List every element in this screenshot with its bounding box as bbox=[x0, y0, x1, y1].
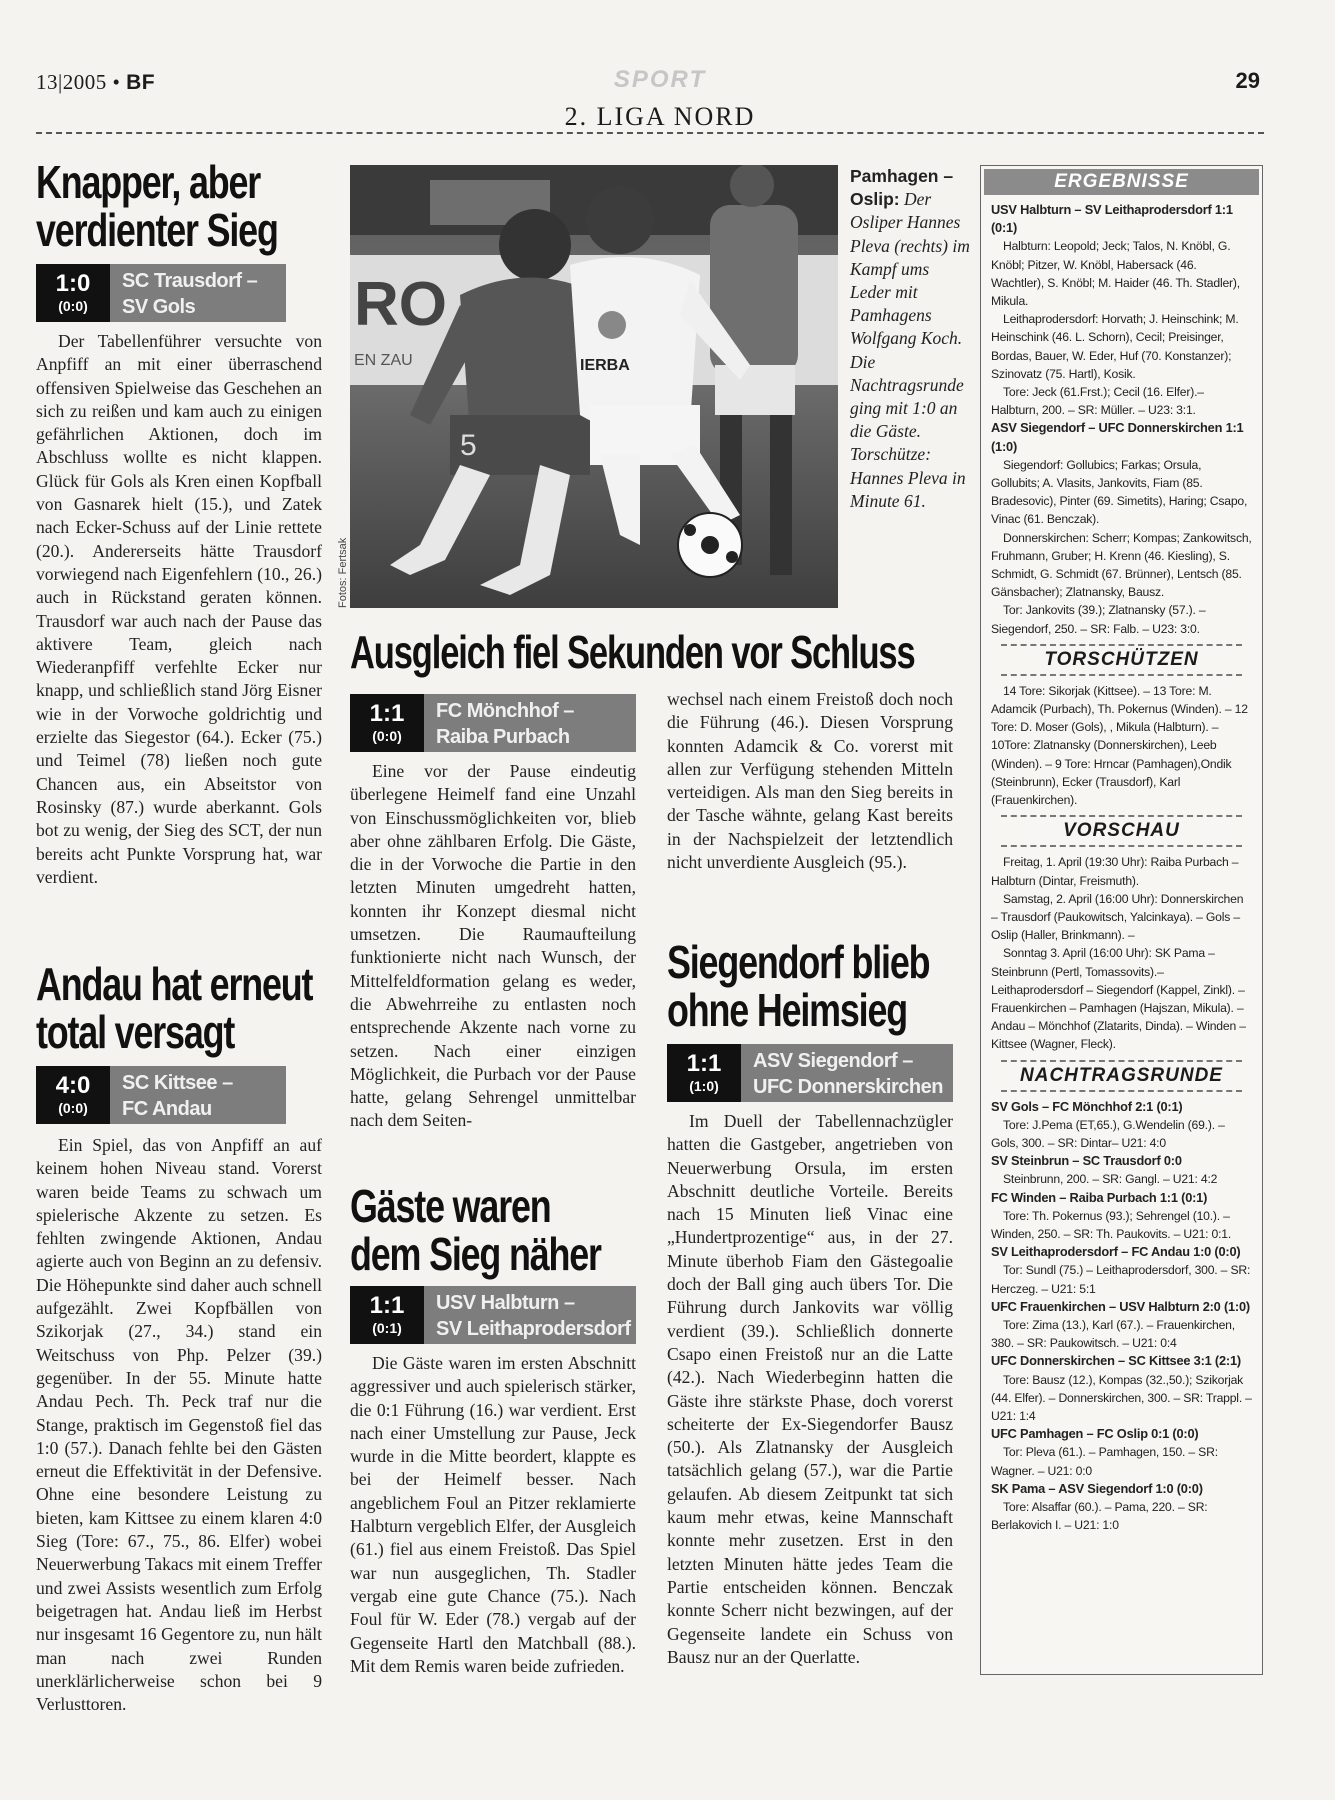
league-title: 2. LIGA NORD bbox=[564, 102, 756, 131]
result-block bbox=[981, 419, 1262, 637]
catchup-line: Tore: Alsaffar (60.). – Pama, 220. – SR: Berlakovich I. – U21: 1:0 bbox=[991, 1500, 1208, 1533]
halftime-score: (1:0) bbox=[689, 1078, 719, 1094]
result-match: ASV Siegendorf – UFC Donnerskirchen 1:1 (1:0) bbox=[991, 420, 1244, 454]
issue-number: 13|2005 bbox=[36, 70, 107, 94]
halftime-score: (0:0) bbox=[58, 1100, 88, 1116]
team-home: USV Halbturn – bbox=[436, 1292, 575, 1314]
team-away: Raiba Purbach bbox=[436, 726, 570, 748]
team-away: FC Andau bbox=[122, 1098, 212, 1120]
catchup-item bbox=[991, 1189, 1252, 1244]
halftime-score: (0:1) bbox=[372, 1320, 402, 1336]
catchup-match: SV Gols – FC Mönchhof 2:1 (0:1) bbox=[991, 1098, 1183, 1114]
headline-line: ohne Heimsieg bbox=[667, 984, 908, 1037]
header-divider bbox=[36, 132, 1264, 134]
article-2-headline bbox=[36, 960, 317, 1057]
article-2-body bbox=[36, 1134, 322, 1716]
score-box bbox=[350, 694, 424, 752]
score-box bbox=[350, 1286, 424, 1344]
catchup-item bbox=[991, 1298, 1252, 1353]
catchup-match: SV Steinbrun – SC Trausdorf 0:0 bbox=[991, 1153, 1182, 1169]
catchup-item bbox=[991, 1425, 1252, 1480]
result-line: Siegendorf: Gollubics; Farkas; Orsula, Gollubits; A. Vlasits, Jankovits, Fiam (85. Bradesovic), Pinter (69. Simetits), Haring; Csapo, Vinac (61. Benczak). bbox=[991, 457, 1248, 527]
article-5-scorebar bbox=[667, 1044, 953, 1102]
results-sidebar bbox=[980, 165, 1263, 1675]
catchup-line: Tore: Th. Pokernus (93.); Sehrengel (10.). – Winden, 250. – SR: Th. Paukovits. – U21: 0:1. bbox=[991, 1208, 1232, 1241]
headline-line: Siegendorf blieb bbox=[667, 936, 930, 988]
score-box bbox=[36, 264, 110, 322]
result-line: Tor: Jankovits (39.); Zlatnansky (57.). – Siegendorf, 250. – SR: Falb. – U23: 3:0. bbox=[991, 603, 1206, 636]
shirt-sponsor: IERBA bbox=[580, 357, 630, 374]
catchup-line: Tor: Sundl (75.) – Leithaprodersdorf, 300. – SR: Herczeg. – U21: 5:1 bbox=[991, 1263, 1251, 1296]
catchup-line: Steinbrunn, 200. – SR: Gangl. – U21: 4:2 bbox=[1003, 1172, 1218, 1187]
headline-line: verdienter Sieg bbox=[36, 204, 278, 257]
article-text: Die Gäste waren im ersten Abschnitt aggressiver und auch spielerisch stärker, die 0:1 Führung (16.) war verdient. Erst nach einer Umstellung zur Pause, Jeck wurde in die Mitte beordert, klappte es bei der Heimelf besser. Nach angeblichem Foul an Pitzer reklamierte Halbturn vergeblich Elfer, der Ausgleich (61.) fiel aus einem Freistoß. Das Spiel war nun ausgeglichen, Th. Stadler vergab eine gute Chance (75.). Nach Foul für W. Eder (78.) vergab auf der Gegenseite Hartl den Matchball (88.). Mit dem Remis waren beide zufrieden. bbox=[350, 1353, 636, 1676]
preview-line: Freitag, 1. April (19:30 Uhr): Raiba Purbach – Halbturn (Dintar, Freismuth). bbox=[991, 855, 1239, 888]
article-text: Eine vor der Pause eindeutig überlegene Heimelf fand eine Unzahl von Einschussmöglichkeiten vor, blieb aber ohne zählbaren Erfolg. Die Gäste, die in der Vorwoche die Partie in den letzten Minuten umgedreht hatten, konnten ihr Konzept diesmal nicht umsetzen. Die Raumaufteilung funktionierte nicht nach Wunsch, der Mittelfeldformation gelang es weder, die Abwehrreihe zu entlasten noch entsprechende Akzente nach vorne zu setzen. Nach einer einzigen Möglichkeit, die Purbach vor der Pause hatte, gelang Sehrengel unmittelbar nach dem Seiten- bbox=[350, 761, 636, 1131]
catchup-match: SV Leithaprodersdorf – FC Andau 1:0 (0:0) bbox=[991, 1244, 1241, 1260]
preview-title: VORSCHAU bbox=[1001, 815, 1242, 847]
teams-label bbox=[741, 1044, 953, 1102]
result-line: Donnerskirchen: Scherr; Kompas; Zankowitsch, Fruhmann, Gruber; H. Krenn (46. Kiesling), S. Schmidt, G. Schmidt (67. Brünner), Lentsch (85. Gänsbacher); Zlatnansky, Bausz. bbox=[991, 530, 1252, 600]
players-image bbox=[350, 165, 838, 608]
scorers-title: TORSCHÜTZEN bbox=[1001, 644, 1242, 676]
photo-credit: Fotos: Fertsak bbox=[337, 537, 349, 608]
catchup-item bbox=[991, 1243, 1252, 1298]
result-block bbox=[981, 201, 1262, 419]
headline-line: dem Sieg näher bbox=[350, 1228, 601, 1281]
final-score: 1:1 bbox=[369, 1292, 405, 1319]
scorers-text: 14 Tore: Sikorjak (Kittsee). – 13 Tore: M. Adamcik (Purbach), Th. Pokernus (Winden). – 12 Tore: D. Moser (Gols), , Mikula (Halbturn). – 10Tore: Zlatnansky (Donnerskirchen), Leeb (Winden). – 9 Tore: Hrncar (Pamhagen),Ondik (Steinbrunn), Ecker (Trausdorf), Karl (Frauenkirchen). bbox=[991, 683, 1248, 808]
catchup-line: Tore: J.Pema (ET,65.), G.Wendelin (69.). – Gols, 300. – SR: Dintar– U21: 4:0 bbox=[991, 1117, 1225, 1150]
score-box bbox=[36, 1066, 110, 1124]
team-away: SV Leithaprodersdorf bbox=[436, 1318, 631, 1340]
catchup-item bbox=[991, 1098, 1252, 1153]
caption-place: Pamhagen – Oslip: bbox=[850, 166, 954, 210]
catchup-match: UFC Frauenkirchen – USV Halbturn 2:0 (1:0) bbox=[991, 1298, 1250, 1314]
article-2-scorebar bbox=[36, 1066, 286, 1124]
headline-line: Andau hat erneut bbox=[36, 958, 313, 1010]
result-match: USV Halbturn – SV Leithaprodersdorf 1:1 (0:1) bbox=[991, 202, 1233, 236]
article-4-scorebar bbox=[350, 1286, 636, 1344]
article-text: Der Tabellenführer versuchte von Anpfiff an mit einer überraschend offensiven Spielweise das Geschehen an sich zu reißen und kam auch zu einigen gefährlichen Aktionen, doch im Abschluss wollte es nicht klappen. Glück für Gols als Kren einen Kopfball von Gasnarek hielt (15.), und Zatek nach Ecker-Schuss auf der Linie rettete (20.). Andererseits hätte Trausdorf vorwiegend nach Eigenfehlern (10., 26.) auch in Rückstand geraten können. Trausdorf war auch nach der Pause das aktivere Team, gleich nach Wiederanpfiff verfehlte Ecker nur knapp, und schließlich stand Jörg Eisner wie in der Vorwoche goldrichtig und erzielte das Siegestor (64.). Ecker (75.) und Teimel (78) ließen noch gute Chancen aus, ein Abseitstor von Rosinsky (87.) wurde aberkannt. Gols bot zu wenig, der Sieg des SCT, der nun bereits acht Punkte Vorsprung hat, war verdient. bbox=[36, 331, 322, 887]
results-title: ERGEBNISSE bbox=[984, 169, 1259, 195]
catchup-list bbox=[981, 1098, 1262, 1535]
preview-list bbox=[981, 853, 1262, 1053]
billboard-sign: RO bbox=[354, 270, 447, 339]
headline-line: Gäste waren bbox=[350, 1180, 551, 1232]
article-1-scorebar bbox=[36, 264, 286, 322]
catchup-item bbox=[991, 1352, 1252, 1425]
team-home: SC Trausdorf – bbox=[122, 270, 258, 292]
final-score: 1:0 bbox=[55, 270, 91, 297]
catchup-line: Tore: Bausz (12.), Kompas (32.,50.); Szikorjak (44. Elfer). – Donnerskirchen, 300. – SR: Trappl. – U21: 1:4 bbox=[991, 1372, 1252, 1423]
article-1-headline bbox=[36, 158, 293, 255]
catchup-line: Tor: Pleva (61.). – Pamhagen, 150. – SR: Wagner. – U21: 0:0 bbox=[991, 1445, 1218, 1478]
headline-line: Knapper, aber bbox=[36, 156, 261, 208]
scorers-list bbox=[981, 682, 1262, 809]
catchup-item bbox=[991, 1152, 1252, 1188]
billboard-small: EN ZAU bbox=[354, 352, 413, 369]
catchup-match: FC Winden – Raiba Purbach 1:1 (0:1) bbox=[991, 1189, 1208, 1205]
team-away: UFC Donnerskirchen bbox=[753, 1076, 943, 1098]
catchup-title: NACHTRAGSRUNDE bbox=[1001, 1060, 1242, 1092]
section-title: SPORT bbox=[613, 66, 707, 93]
halftime-score: (0:0) bbox=[58, 298, 88, 314]
article-5-headline bbox=[667, 938, 956, 1035]
result-line: Tore: Jeck (61.Frst.); Cecil (16. Elfer).– Halbturn, 200. – SR: Müller. – U23: 3:1. bbox=[991, 385, 1204, 418]
catchup-match: UFC Pamhagen – FC Oslip 0:1 (0:0) bbox=[991, 1426, 1199, 1442]
article-4-body bbox=[350, 1352, 636, 1678]
jersey-number: 5 bbox=[460, 429, 477, 462]
catchup-match: UFC Donnerskirchen – SC Kittsee 3:1 (2:1) bbox=[991, 1353, 1241, 1369]
headline-line: total versagt bbox=[36, 1006, 235, 1059]
halftime-score: (0:0) bbox=[372, 728, 402, 744]
score-box bbox=[667, 1044, 741, 1102]
article-text: Im Duell der Tabellennachzügler hatten die Gastgeber, angetrieben von Neuerwerbung Orsula, im ersten Abschnitt deutliche Vorteile. Bereits nach 15 Minuten ließ Vinac eine „Hundertprozentige“ aus, in der 27. Minute überhob Fiam den Gästegoalie doch der Ball ging auch übers Tor. Die Führung durch Jankovits war völlig verdient (39.). Schließlich donnerte Csapo einen Freistoß nur an die Latte (42.). Nach Wiederbeginn hatten die Gäste ihre stärkste Phase, doch vorerst scheiterte der Ex-Siegendorfer Bausz (50.). Als Zlatnansky der Ausgleich tatsächlich gelang (57.), war die Partie gelaufen. Ab diesem Zeitpunkt tat sich kaum mehr etwas, keine Mannschaft konnte mehr zusetzen. Erst in den letzten Minuten hätte jedes Team die Partie entscheiden können. Benczak konnte Scherr nicht bezwingen, auf der Gegenseite landete ein Schuss von Bausz nur an der Querlatte. bbox=[667, 1111, 953, 1667]
final-score: 1:1 bbox=[686, 1050, 722, 1077]
team-home: SC Kittsee – bbox=[122, 1072, 233, 1094]
photo-caption bbox=[850, 165, 972, 513]
article-text: wechsel nach einem Freistoß doch noch die Führung (46.). Diesen Vorsprung konnten Adamcik & Co. vorerst mit allen zur Verfügung stehenden Mitteln verteidigen. Als man den Sieg bereits in der Tasche wähnte, gelang Kast bereits in der Nachspielzeit der letztendlich nicht unverdiente Ausgleich (95.). bbox=[667, 689, 953, 873]
preview-line: Sonntag 3. April (16:00 Uhr): SK Pama – Steinbrunn (Pertl, Tomassovits).– Leithaprodersdorf – Siegendorf (Kappel, Zinkl). – Frauenkirchen – Pamhagen (Hajszan, Mikula). – Andau – Mönchhof (Zlatarits, Dinda). – Winden – Kittsee (Wagner, Fleck). bbox=[991, 946, 1246, 1052]
team-home: ASV Siegendorf – bbox=[753, 1050, 913, 1072]
catchup-match: SK Pama – ASV Siegendorf 1:0 (0:0) bbox=[991, 1480, 1203, 1496]
article-5-body bbox=[667, 1110, 953, 1669]
final-score: 1:1 bbox=[369, 700, 405, 727]
final-score: 4:0 bbox=[55, 1072, 91, 1099]
page-number: 29 bbox=[1235, 68, 1260, 93]
match-photo bbox=[350, 165, 838, 608]
team-away: SV Gols bbox=[122, 296, 196, 318]
publication-name: BF bbox=[126, 71, 156, 94]
catchup-line: Tore: Zima (13.), Karl (67.). – Frauenkirchen, 380. – SR: Paukowitsch. – U21: 0:4 bbox=[991, 1317, 1235, 1351]
article-3-headline: Ausgleich fiel Sekunden vor Schluss bbox=[350, 626, 915, 678]
teams-label bbox=[424, 694, 636, 752]
article-text: Ein Spiel, das von Anpfiff an auf keinem hohen Niveau stand. Vorerst waren beide Teams zu schwach um spielerische Akzente zu setzen. Es fehlten zwingende Aktionen, Andau agierte auch von Beginn an zu defensiv. Die Höhepunkte sind daher auch schnell aufgezählt. Zwei Kopfbällen von Szikorjak (27., 34.) stand ein Weitschuss von Php. Pelzer (39.) gegenüber. In der 55. Minute hatte Andau Pech. Th. Peck traf nur die Stange, praktisch im Gegenstoß fiel das 1:0 (57.). Danach fehlte bei den Gästen erneut die Effektivität in der Defensive. Ohne eine besondere Leistung zu bieten, kam Kittsee zu einem klaren 4:0 Sieg (Tore: 67., 75., 86. Elfer) wobei Neuerwerbung Takacs mit einem Treffer und zwei Assists wesentlich zum Erfolg beigetragen hat. Andau ließ im Herbst nur insgesamt 16 Gegentore zu, nun hält man nach zwei Runden unerklärlicherweise schon bei 9 Verlusttoren. bbox=[36, 1135, 322, 1715]
caption-text: Der Osliper Hannes Pleva (rechts) im Kampf ums Leder mit Pamhagens Wolfgang Koch. Die Nachtragsrunde ging mit 1:0 an die Gäste. Torschütze: Hannes Pleva in Minute 61. bbox=[850, 189, 970, 511]
article-3-body-col2 bbox=[667, 688, 953, 874]
teams-label bbox=[110, 1066, 286, 1124]
issue-line: 13|2005 • BF bbox=[36, 70, 156, 94]
teams-label bbox=[424, 1286, 636, 1344]
result-line: Halbturn: Leopold; Jeck; Talos, N. Knöbl, G. Knöbl; Pitzer, W. Knöbl, Habersack (46. Wachtler), S. Knöbl; M. Haider (46. Th. Stadler), Mikula. bbox=[991, 239, 1240, 309]
result-line: Leithaprodersdorf: Horvath; J. Heinschink; M. Heinschink (46. L. Schorn), Cecil; Preisinger, Bordas, Bauer, W. Eder, Huf (70. Konstanzer); Szinovatz (75. Hartl), Kosik. bbox=[991, 312, 1239, 381]
team-home: FC Mönchhof – bbox=[436, 700, 574, 722]
article-1-body bbox=[36, 330, 322, 889]
preview-line: Samstag, 2. April (16:00 Uhr): Donnerskirchen – Trausdorf (Paukowitsch, Yalcinkaya). – Gols – Oslip (Haller, Brinkmann). – bbox=[991, 891, 1244, 943]
teams-label bbox=[110, 264, 286, 322]
article-4-headline bbox=[350, 1182, 631, 1279]
article-3-body-col1 bbox=[350, 760, 636, 1133]
catchup-item bbox=[991, 1480, 1252, 1535]
article-3-scorebar bbox=[350, 694, 636, 752]
